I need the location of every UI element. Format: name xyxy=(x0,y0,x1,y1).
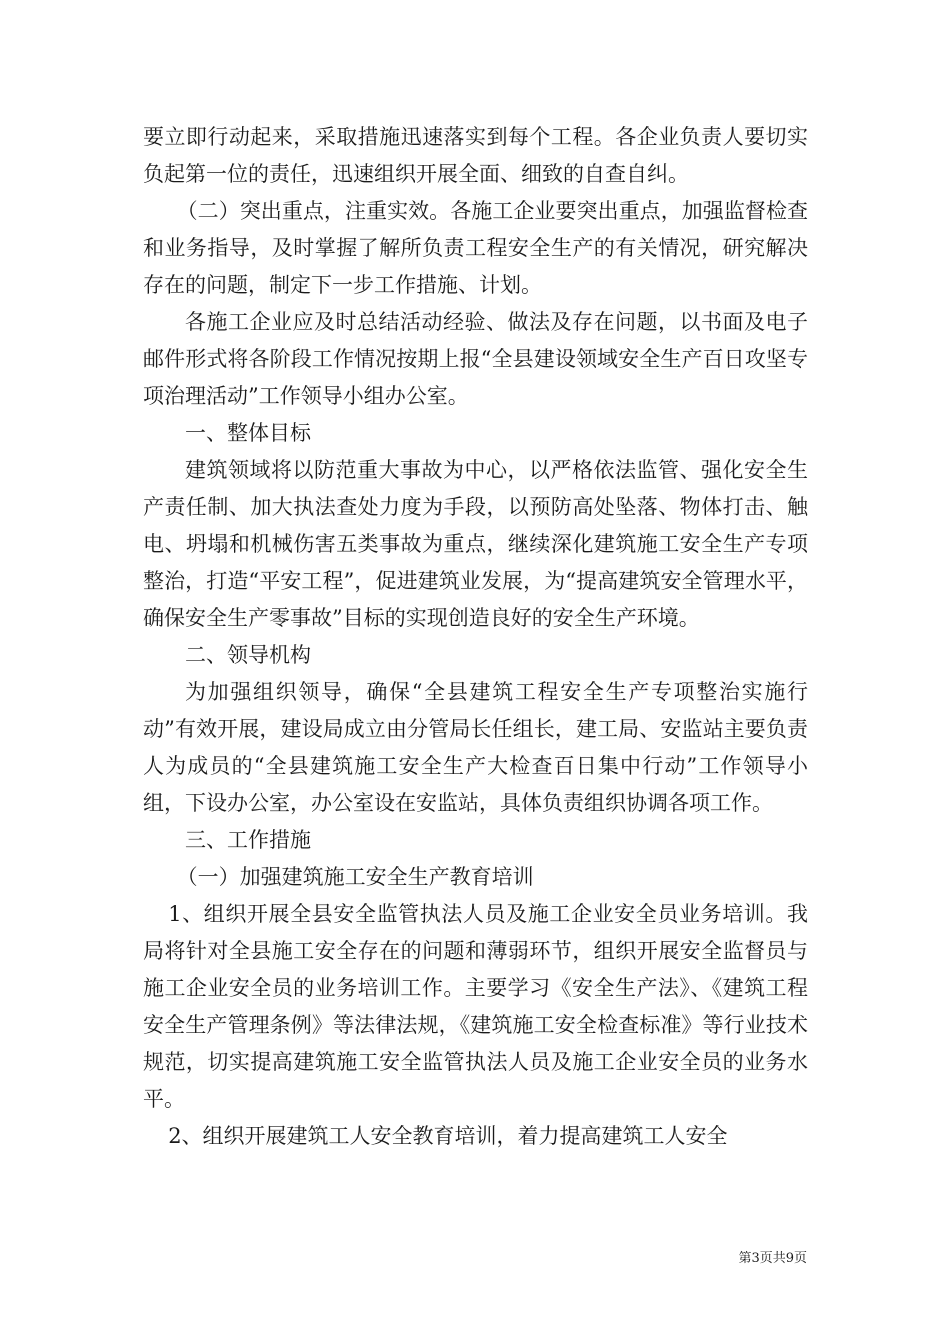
subheading-training: （一）加强建筑施工安全生产教育培训 xyxy=(176,865,534,889)
heading-overall-goal: 一、整体目标 xyxy=(185,421,311,445)
paragraph-leadership: 为加强组织领导，确保“全县建筑工程安全生产专项整治实施行动”有效开展，建设局成立由分管局长任组长，建工局、安监站主要负责人为成员的“全县建筑施工安全生产大检查百日集中行动”工作领导小组，下设办公室，办公室设在安监站，具体负责组织协调各项工作。 xyxy=(143,680,808,815)
heading-leadership: 二、领导机构 xyxy=(185,643,311,667)
paragraph-training-item-2: 2、组织开展建筑工人安全教育培训，着力提高建筑工人安全 xyxy=(168,1124,728,1148)
document-body xyxy=(143,119,808,1155)
paragraph-overall-goal: 建筑领域将以防范重大事故为中心，以严格依法监管、强化安全生产责任制、加大执法查处力度为手段，以预防高处坠落、物体打击、触电、坍塌和机械伤害五类事故为重点，继续深化建筑施工安全生产专项整治，打造“平安工程”，促进建筑业发展，为“提高建筑安全管理水平，确保安全生产零事故”目标的实现创造良好的安全生产环境。 xyxy=(143,458,808,630)
paragraph-training-item-1: 1、组织开展全县安全监管执法人员及施工企业安全员业务培训。我局将针对全县施工安全存在的问题和薄弱环节，组织开展安全监督员与施工企业安全员的业务培训工作。主要学习《安全生产法》、《建筑工程安全生产管理条例》等法律法规，《建筑施工安全检查标准》等行业技术规范，切实提高建筑施工安全监管执法人员及施工企业安全员的业务水平。 xyxy=(143,902,808,1111)
page-number: 第3页共9页 xyxy=(738,1251,807,1266)
paragraph-section-2-focus: （二）突出重点，注重实效。各施工企业要突出重点，加强监督检查和业务指导，及时掌握了解所负责工程安全生产的有关情况，研究解决存在的问题，制定下一步工作措施、计划。 xyxy=(143,199,808,297)
paragraph-continuation: 要立即行动起来，采取措施迅速落实到每个工程。各企业负责人要切实负起第一位的责任，迅速组织开展全面、细致的自查自纠。 xyxy=(143,125,808,186)
paragraph-reporting: 各施工企业应及时总结活动经验、做法及存在问题，以书面及电子邮件形式将各阶段工作情况按期上报“全县建设领域安全生产百日攻坚专项治理活动”工作领导小组办公室。 xyxy=(143,310,808,408)
heading-work-measures: 三、工作措施 xyxy=(185,828,311,852)
